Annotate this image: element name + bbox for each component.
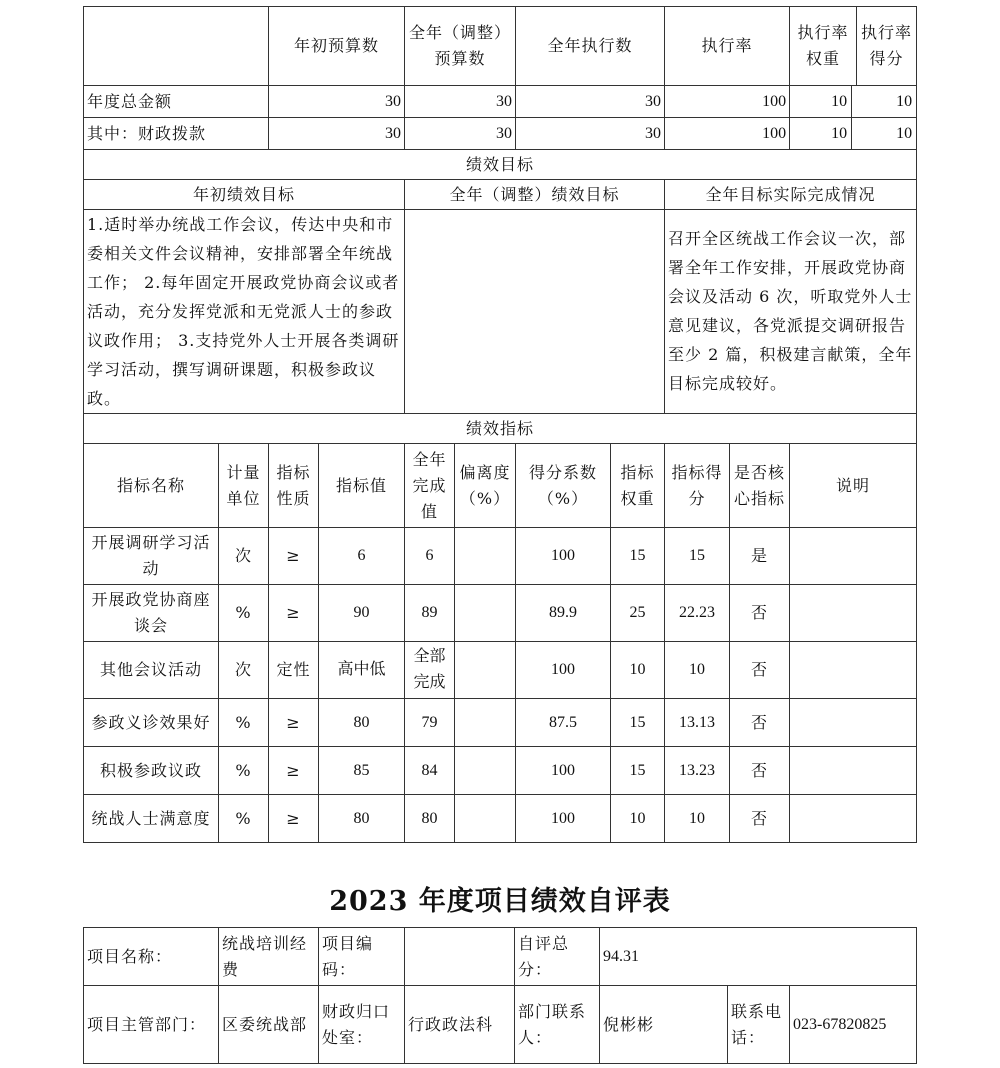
indicator-weight: 15 (611, 699, 665, 747)
ind-header-actual: 全年完成值 (405, 444, 455, 528)
summary-value: 10 (896, 93, 913, 110)
goals-section-title: 绩效目标 (84, 150, 917, 180)
summary-corner-cell (84, 7, 269, 86)
summary-header-row (84, 7, 917, 86)
goals-col-initial: 年初绩效目标 (84, 180, 405, 210)
header-weight-score-cell (790, 7, 917, 86)
finance-label: 财政归口处室： (319, 986, 405, 1064)
ind-header-unit: 计量单位 (219, 444, 269, 528)
indicator-actual: 全部完成 (405, 642, 455, 699)
indicator-nature: ≥ (269, 747, 319, 795)
indicator-core: 否 (730, 699, 790, 747)
header-rate-score: 执行率得分 (861, 23, 913, 68)
goals-actual-text (665, 210, 917, 414)
indicator-coef: 100 (516, 642, 611, 699)
indicator-deviation (455, 585, 516, 642)
indicator-deviation (455, 699, 516, 747)
indicator-unit: % (219, 747, 269, 795)
goals-initial-text: 1.适时举办统战工作会议，传达中央和市委相关文件会议精神，安排部署全年统战工作； 2.每年固定开展政党协商会议或者活动，充分发挥党派和无党派人士的参政议政作用； 3.支持党外人士开展各类调研学习活动，撰写调研课题，积极参政议政。 (84, 210, 405, 414)
summary-row-total (84, 86, 917, 118)
indicator-deviation (455, 528, 516, 585)
indicator-nature: ≥ (269, 528, 319, 585)
summary-row-label: 其中：财政拨款 (84, 118, 269, 150)
goals-section-row (84, 150, 917, 180)
indicator-target: 85 (319, 747, 405, 795)
indicator-unit: 次 (219, 642, 269, 699)
indicators-section-title: 绩效指标 (84, 414, 917, 444)
indicator-core: 是 (730, 528, 790, 585)
indicator-score: 13.23 (665, 747, 730, 795)
indicator-note (790, 699, 917, 747)
indicator-name: 其他会议活动 (84, 642, 219, 699)
indicator-name: 开展政党协商座谈会 (84, 585, 219, 642)
ind-header-nature: 指标性质 (269, 444, 319, 528)
summary-row-label: 年度总金额 (84, 86, 269, 118)
indicator-target: 6 (319, 528, 405, 585)
indicator-coef: 89.9 (516, 585, 611, 642)
project-info-row-2 (84, 986, 917, 1064)
ind-header-weight: 指标权重 (611, 444, 665, 528)
indicator-weight: 25 (611, 585, 665, 642)
indicator-note (790, 585, 917, 642)
performance-table (83, 6, 917, 843)
indicator-weight: 15 (611, 747, 665, 795)
header-executed: 全年执行数 (516, 7, 665, 86)
phone-label: 联系电话： (728, 986, 790, 1064)
summary-value: 30 (516, 86, 665, 118)
contact-value: 倪彬彬 (600, 986, 728, 1064)
indicator-name: 统战人士满意度 (84, 795, 219, 843)
indicator-nature: ≥ (269, 795, 319, 843)
project-name-label: 项目名称： (84, 928, 219, 986)
summary-value: 30 (269, 118, 405, 150)
indicator-deviation (455, 642, 516, 699)
project-info-row-1 (84, 928, 917, 986)
header-rate-weight: 执行率权重 (790, 7, 857, 85)
indicator-unit: % (219, 795, 269, 843)
table-row (84, 747, 917, 795)
indicator-core: 否 (730, 795, 790, 843)
indicator-score: 13.13 (665, 699, 730, 747)
self-score-label: 自评总分： (515, 928, 600, 986)
indicators-section-row (84, 414, 917, 444)
indicator-target: 80 (319, 795, 405, 843)
indicator-score: 15 (665, 528, 730, 585)
indicator-coef: 100 (516, 795, 611, 843)
indicator-target: 90 (319, 585, 405, 642)
page-title: 2023 年度项目绩效自评表 (329, 886, 671, 917)
summary-row-fiscal (84, 118, 917, 150)
summary-weight-score-cell (790, 118, 917, 150)
contact-label: 部门联系人： (515, 986, 600, 1064)
indicator-core: 否 (730, 585, 790, 642)
indicator-nature: ≥ (269, 585, 319, 642)
goals-header-row (84, 180, 917, 210)
indicator-score: 10 (665, 642, 730, 699)
summary-value: 30 (269, 86, 405, 118)
indicator-note (790, 642, 917, 699)
indicator-note (790, 747, 917, 795)
ind-header-target: 指标值 (319, 444, 405, 528)
indicator-coef: 87.5 (516, 699, 611, 747)
table-row (84, 642, 917, 699)
dept-label: 项目主管部门： (84, 986, 219, 1064)
indicator-coef: 100 (516, 747, 611, 795)
goals-col-actual: 全年目标实际完成情况 (665, 180, 917, 210)
indicator-name: 积极参政议政 (84, 747, 219, 795)
ind-header-name: 指标名称 (84, 444, 219, 528)
goals-adjusted-text (405, 210, 665, 414)
ind-header-deviation: 偏离度（%） (455, 444, 516, 528)
project-code-label: 项目编码： (319, 928, 405, 986)
indicator-nature: 定性 (269, 642, 319, 699)
indicator-target: 80 (319, 699, 405, 747)
dept-value: 区委统战部 (219, 986, 319, 1064)
indicator-score: 22.23 (665, 585, 730, 642)
ind-header-core: 是否核心指标 (730, 444, 790, 528)
goals-col-adjusted: 全年（调整）绩效目标 (405, 180, 665, 210)
summary-value: 30 (405, 86, 516, 118)
table-row (84, 699, 917, 747)
summary-value: 100 (665, 118, 790, 150)
header-adjusted-budget: 全年（调整）预算数 (405, 7, 516, 86)
indicator-weight: 15 (611, 528, 665, 585)
indicator-score: 10 (665, 795, 730, 843)
ind-header-score: 指标得分 (665, 444, 730, 528)
project-name-value: 统战培训经费 (219, 928, 319, 986)
indicator-coef: 100 (516, 528, 611, 585)
project-info-table (83, 927, 917, 1064)
indicator-unit: % (219, 699, 269, 747)
self-score-value: 94.31 (600, 928, 917, 986)
summary-value: 10 (790, 118, 852, 149)
header-initial-budget: 年初预算数 (269, 7, 405, 86)
indicator-actual: 89 (405, 585, 455, 642)
indicator-actual: 84 (405, 747, 455, 795)
indicator-deviation (455, 747, 516, 795)
table-row (84, 528, 917, 585)
indicator-name: 参政义诊效果好 (84, 699, 219, 747)
summary-value: 10 (790, 86, 852, 117)
ind-header-coef: 得分系数（%） (516, 444, 611, 528)
table-row (84, 585, 917, 642)
summary-value: 30 (405, 118, 516, 150)
summary-weight-score-cell (790, 86, 917, 118)
ind-header-note: 说明 (790, 444, 917, 528)
indicator-unit: 次 (219, 528, 269, 585)
indicator-note (790, 795, 917, 843)
indicator-actual: 80 (405, 795, 455, 843)
goals-actual-paragraph: 召开全区统战工作会议一次，部署全年工作安排，开展政党协商会议及活动 6 次，听取党外人士意见建议，各党派提交调研报告至少 2 篇，积极建言献策，全年目标完成较好。 (668, 229, 913, 393)
goals-content-row (84, 210, 917, 414)
project-code-value (405, 928, 515, 986)
indicator-deviation (455, 795, 516, 843)
indicator-weight: 10 (611, 795, 665, 843)
indicator-core: 否 (730, 642, 790, 699)
phone-value: 023-67820825 (790, 986, 917, 1064)
indicator-nature: ≥ (269, 699, 319, 747)
header-execution-rate: 执行率 (665, 7, 790, 86)
indicator-unit: % (219, 585, 269, 642)
indicator-core: 否 (730, 747, 790, 795)
table-row (84, 795, 917, 843)
indicator-note (790, 528, 917, 585)
indicator-name: 开展调研学习活动 (84, 528, 219, 585)
indicator-actual: 79 (405, 699, 455, 747)
summary-value: 30 (516, 118, 665, 150)
summary-value: 10 (896, 125, 913, 142)
summary-value: 100 (665, 86, 790, 118)
indicator-target: 高中低 (319, 642, 405, 699)
indicators-header-row (84, 444, 917, 528)
finance-value: 行政政法科 (405, 986, 515, 1064)
indicator-weight: 10 (611, 642, 665, 699)
indicators-body (84, 528, 917, 843)
indicator-actual: 6 (405, 528, 455, 585)
